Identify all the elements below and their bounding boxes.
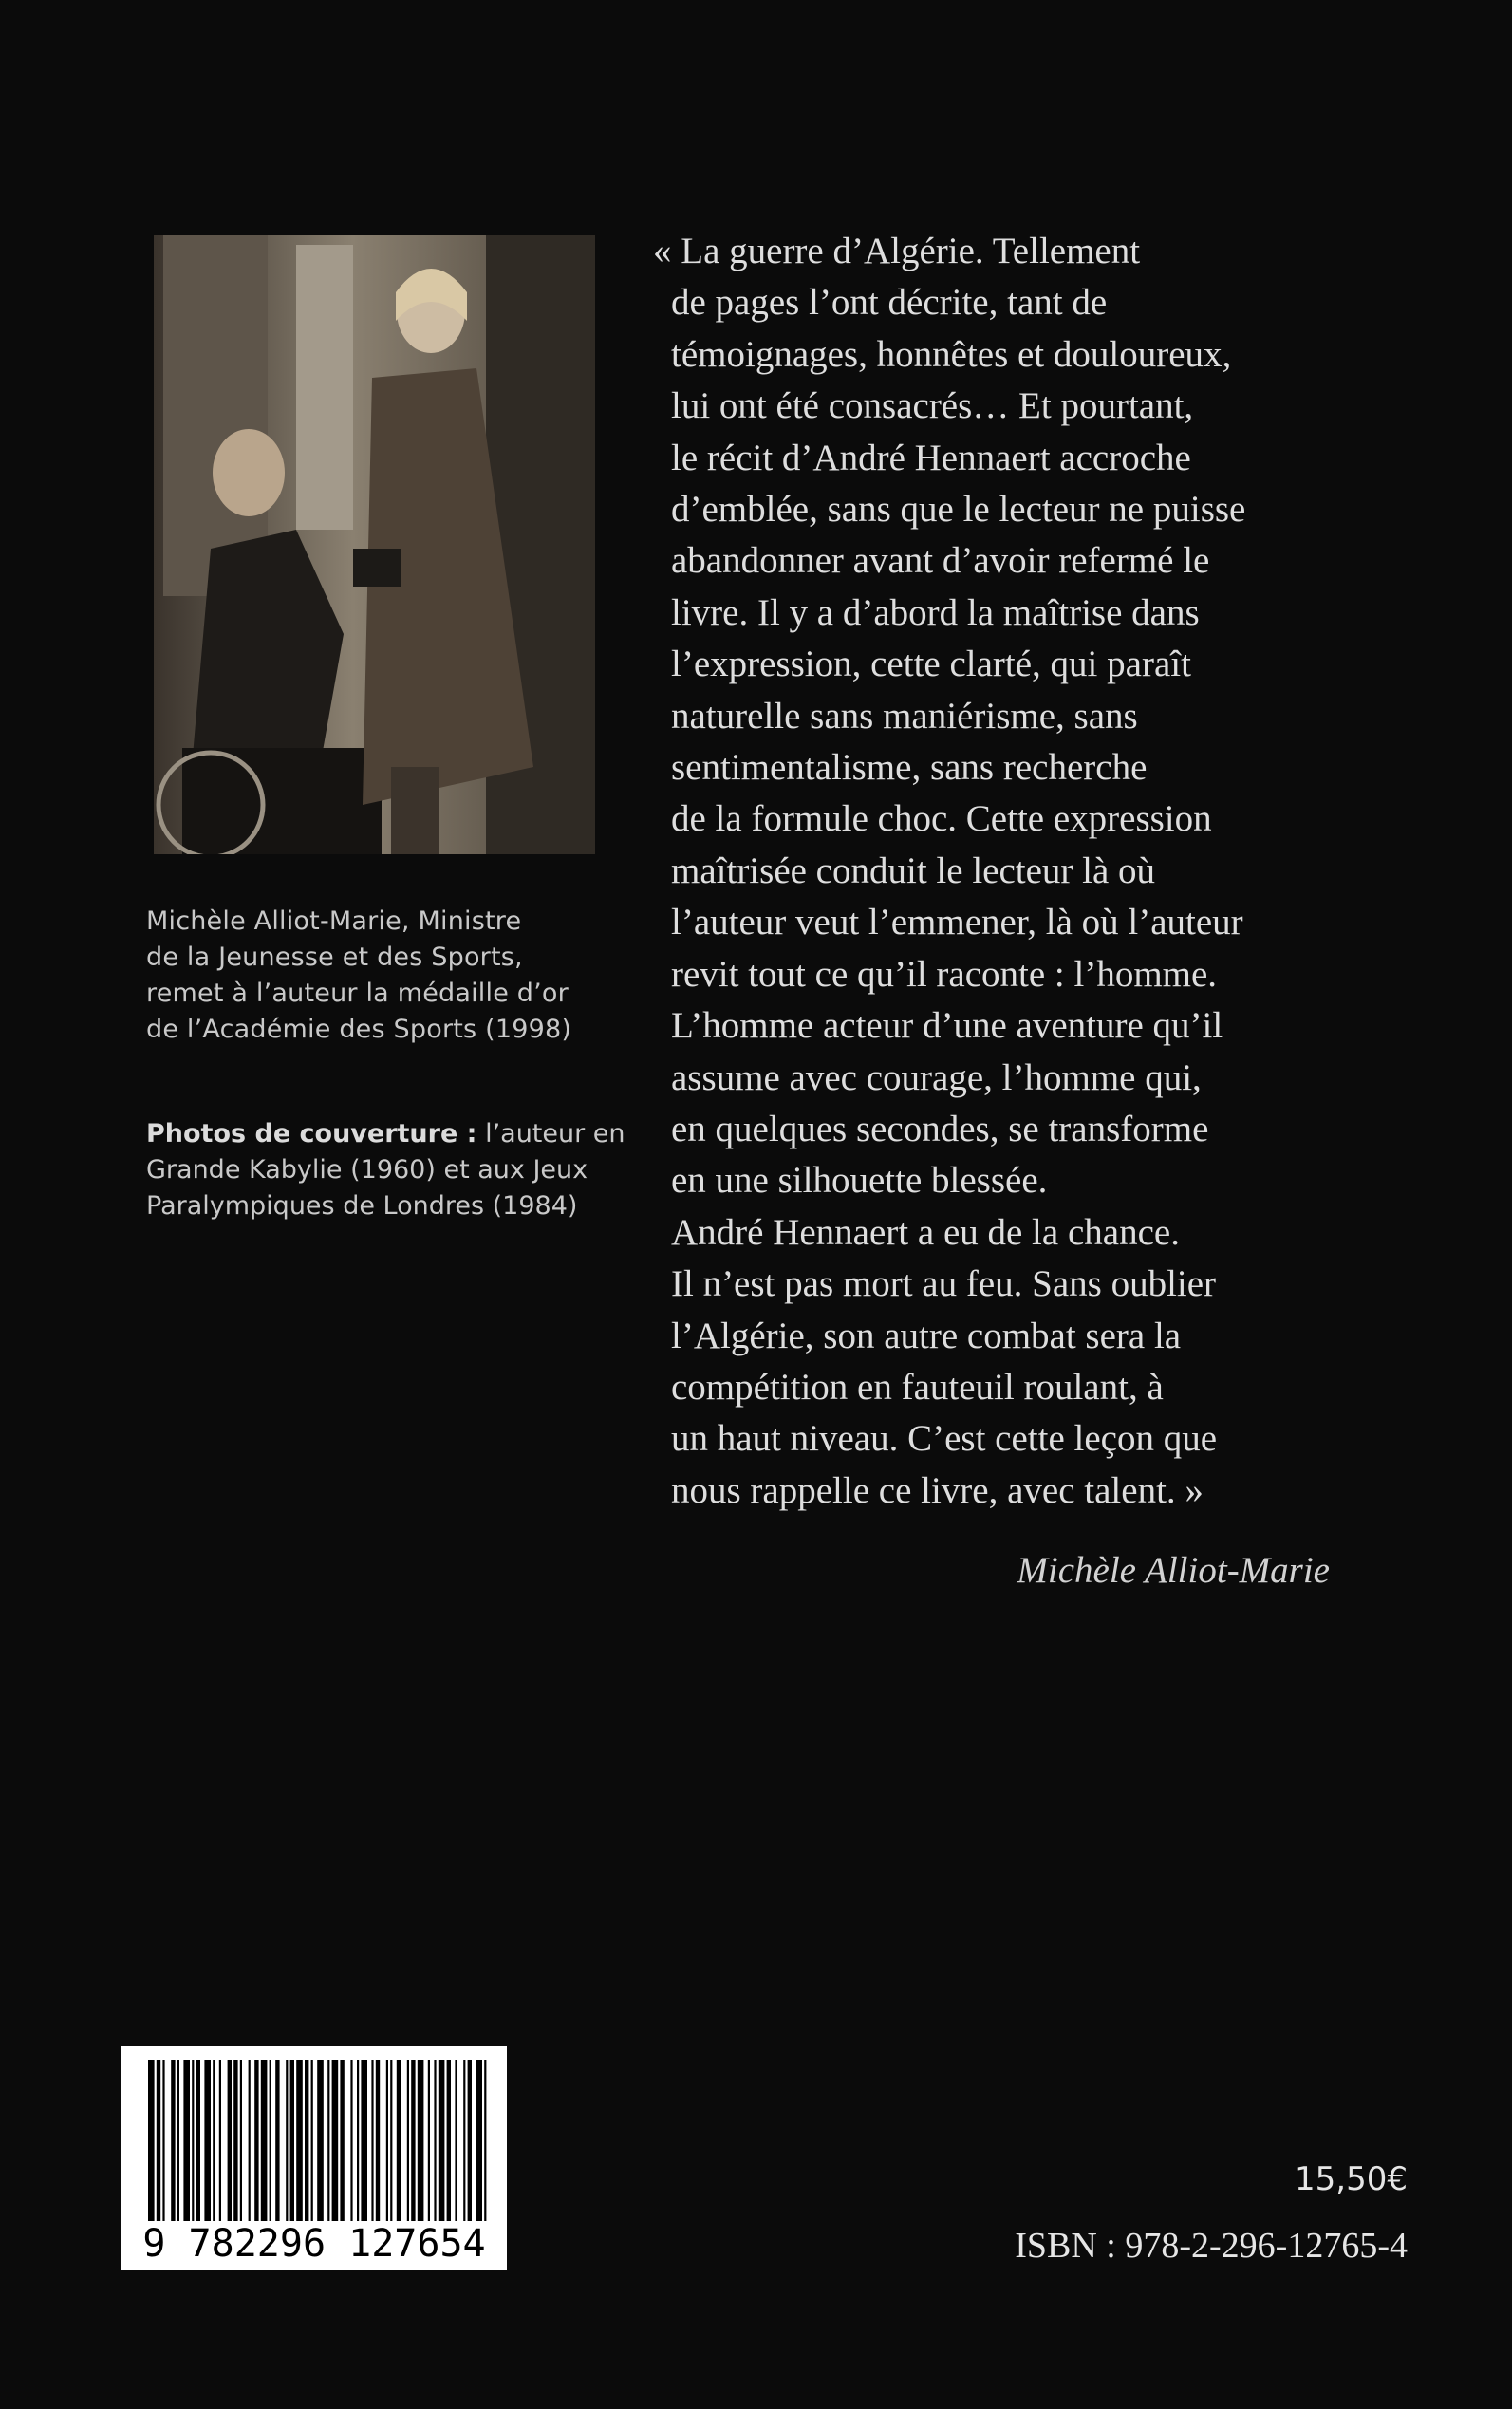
photo-caption: [146, 904, 640, 1048]
barcode-bar: [376, 2060, 380, 2221]
quote-line: de pages l’ont décrite, tant de: [671, 282, 1108, 324]
quote-line: André Hennaert a eu de la chance.: [671, 1211, 1180, 1253]
barcode-bar: [311, 2060, 313, 2221]
quote-line: l’auteur veut l’emmener, là où l’auteur: [671, 902, 1243, 943]
quote-line: un haut niveau. C’est cette leçon que: [671, 1418, 1218, 1460]
barcode-bar: [275, 2060, 279, 2221]
cover-photo-credits: [146, 1116, 640, 1224]
barcode-bar: [196, 2060, 200, 2221]
barcode-bar: [270, 2060, 271, 2221]
barcode-bar: [371, 2060, 373, 2221]
barcode-bar: [350, 2060, 352, 2221]
barcode-bar: [204, 2060, 211, 2221]
quote-line: le récit d’André Hennaert accroche: [671, 437, 1191, 478]
barcode-bar: [240, 2060, 242, 2221]
barcode-bar: [340, 2060, 344, 2221]
barcode-bar: [233, 2060, 237, 2221]
quote-signature: Michèle Alliot-Marie: [1017, 1550, 1330, 1591]
quote-line: naturelle sans maniérisme, sans: [671, 695, 1138, 737]
barcode-bar: [386, 2060, 388, 2221]
barcode-bar: [148, 2060, 155, 2221]
barcode-bar: [254, 2060, 258, 2221]
barcode-bar: [361, 2060, 367, 2221]
barcode-bar: [428, 2060, 430, 2221]
quote-line: lui ont été consacrés… Et pourtant,: [671, 385, 1194, 427]
caption-line: de la Jeunesse et des Sports,: [146, 943, 523, 972]
barcode-bar: [418, 2060, 424, 2221]
barcode-bar: [219, 2060, 221, 2221]
caption-line: Michèle Alliot-Marie, Ministre: [146, 906, 522, 936]
barcode-bar: [463, 2060, 465, 2221]
quote-line: en quelques secondes, se transforme: [671, 1108, 1209, 1149]
barcode-bar: [261, 2060, 268, 2221]
barcode-bar: [296, 2060, 303, 2221]
barcode-bar: [357, 2060, 359, 2221]
quote-line: l’expression, cette clarté, qui paraît: [671, 644, 1191, 685]
barcode-bar: [455, 2060, 457, 2221]
quote-line: l’Algérie, son autre combat sera la: [671, 1315, 1182, 1356]
credits-line: Grande Kabylie (1960) et aux Jeux: [146, 1155, 588, 1185]
quote-line: en une silhouette blessée.: [671, 1160, 1048, 1202]
barcode-bar: [162, 2060, 164, 2221]
quote-line: abandonner avant d’avoir refermé le: [671, 540, 1210, 582]
barcode-bar: [177, 2060, 179, 2221]
caption-line: remet à l’auteur la médaille d’or: [146, 979, 569, 1008]
barcode-bar: [171, 2060, 175, 2221]
barcode-bar: [290, 2060, 294, 2221]
back-cover-quote: [653, 226, 1431, 1517]
barcode-bar: [305, 2060, 308, 2221]
quote-line: L’homme acteur d’une aventure qu’il: [671, 1005, 1223, 1047]
quote-line: Il n’est pas mort au feu. Sans oublier: [671, 1263, 1217, 1305]
barcode-bar: [183, 2060, 190, 2221]
award-photo-image: [154, 235, 595, 854]
barcode-bar: [228, 2060, 232, 2221]
quote-line: « La guerre d’Algérie. Tellement: [653, 231, 1141, 271]
credits-label: Photos de couverture :: [146, 1119, 477, 1148]
quote-line: revit tout ce qu’il raconte : l’homme.: [671, 953, 1218, 995]
barcode-bar: [439, 2060, 445, 2221]
quote-line: d’emblée, sans que le lecteur ne puisse: [671, 489, 1246, 531]
barcode-bar: [411, 2060, 415, 2221]
credits-line: Paralympiques de Londres (1984): [146, 1191, 578, 1221]
barcode-bar: [332, 2060, 339, 2221]
quote-line: compétition en fauteuil roulant, à: [671, 1366, 1164, 1408]
barcode-digits: 9 782296 127654: [142, 2222, 486, 2266]
barcode: [121, 2046, 507, 2270]
credits-text: l’auteur en: [476, 1119, 625, 1148]
barcode-bar: [286, 2060, 288, 2221]
quote-line: sentimentalisme, sans recherche: [671, 747, 1148, 789]
quote-line: livre. Il y a d’abord la maîtrise dans: [671, 591, 1200, 633]
isbn: ISBN : 978-2-296-12765-4: [1015, 2226, 1408, 2266]
barcode-bar: [468, 2060, 472, 2221]
barcode-bar: [434, 2060, 436, 2221]
barcode-bar: [213, 2060, 215, 2221]
quote-line: nous rappelle ce livre, avec talent. »: [671, 1469, 1204, 1511]
caption-line: de l’Académie des Sports (1998): [146, 1015, 572, 1044]
award-photo: [154, 235, 595, 854]
barcode-bar: [327, 2060, 329, 2221]
barcode-bar: [447, 2060, 451, 2221]
barcode-bar: [484, 2060, 486, 2221]
barcode-bar: [397, 2060, 401, 2221]
barcode-bar: [157, 2060, 160, 2221]
barcode-bar: [407, 2060, 409, 2221]
quote-line: maîtrisée conduit le lecteur là où: [671, 850, 1156, 891]
quote-line: de la formule choc. Cette expression: [671, 798, 1212, 840]
barcode-bar: [317, 2060, 324, 2221]
price: 15,50€: [1295, 2160, 1408, 2198]
barcode-bar: [476, 2060, 482, 2221]
credits-line: [146, 1116, 640, 1152]
barcode-bar: [192, 2060, 194, 2221]
quote-line: témoignages, honnêtes et douloureux,: [671, 333, 1232, 375]
quote-line: assume avec courage, l’homme qui,: [671, 1056, 1202, 1098]
barcode-bar: [390, 2060, 392, 2221]
barcode-bar: [249, 2060, 251, 2221]
